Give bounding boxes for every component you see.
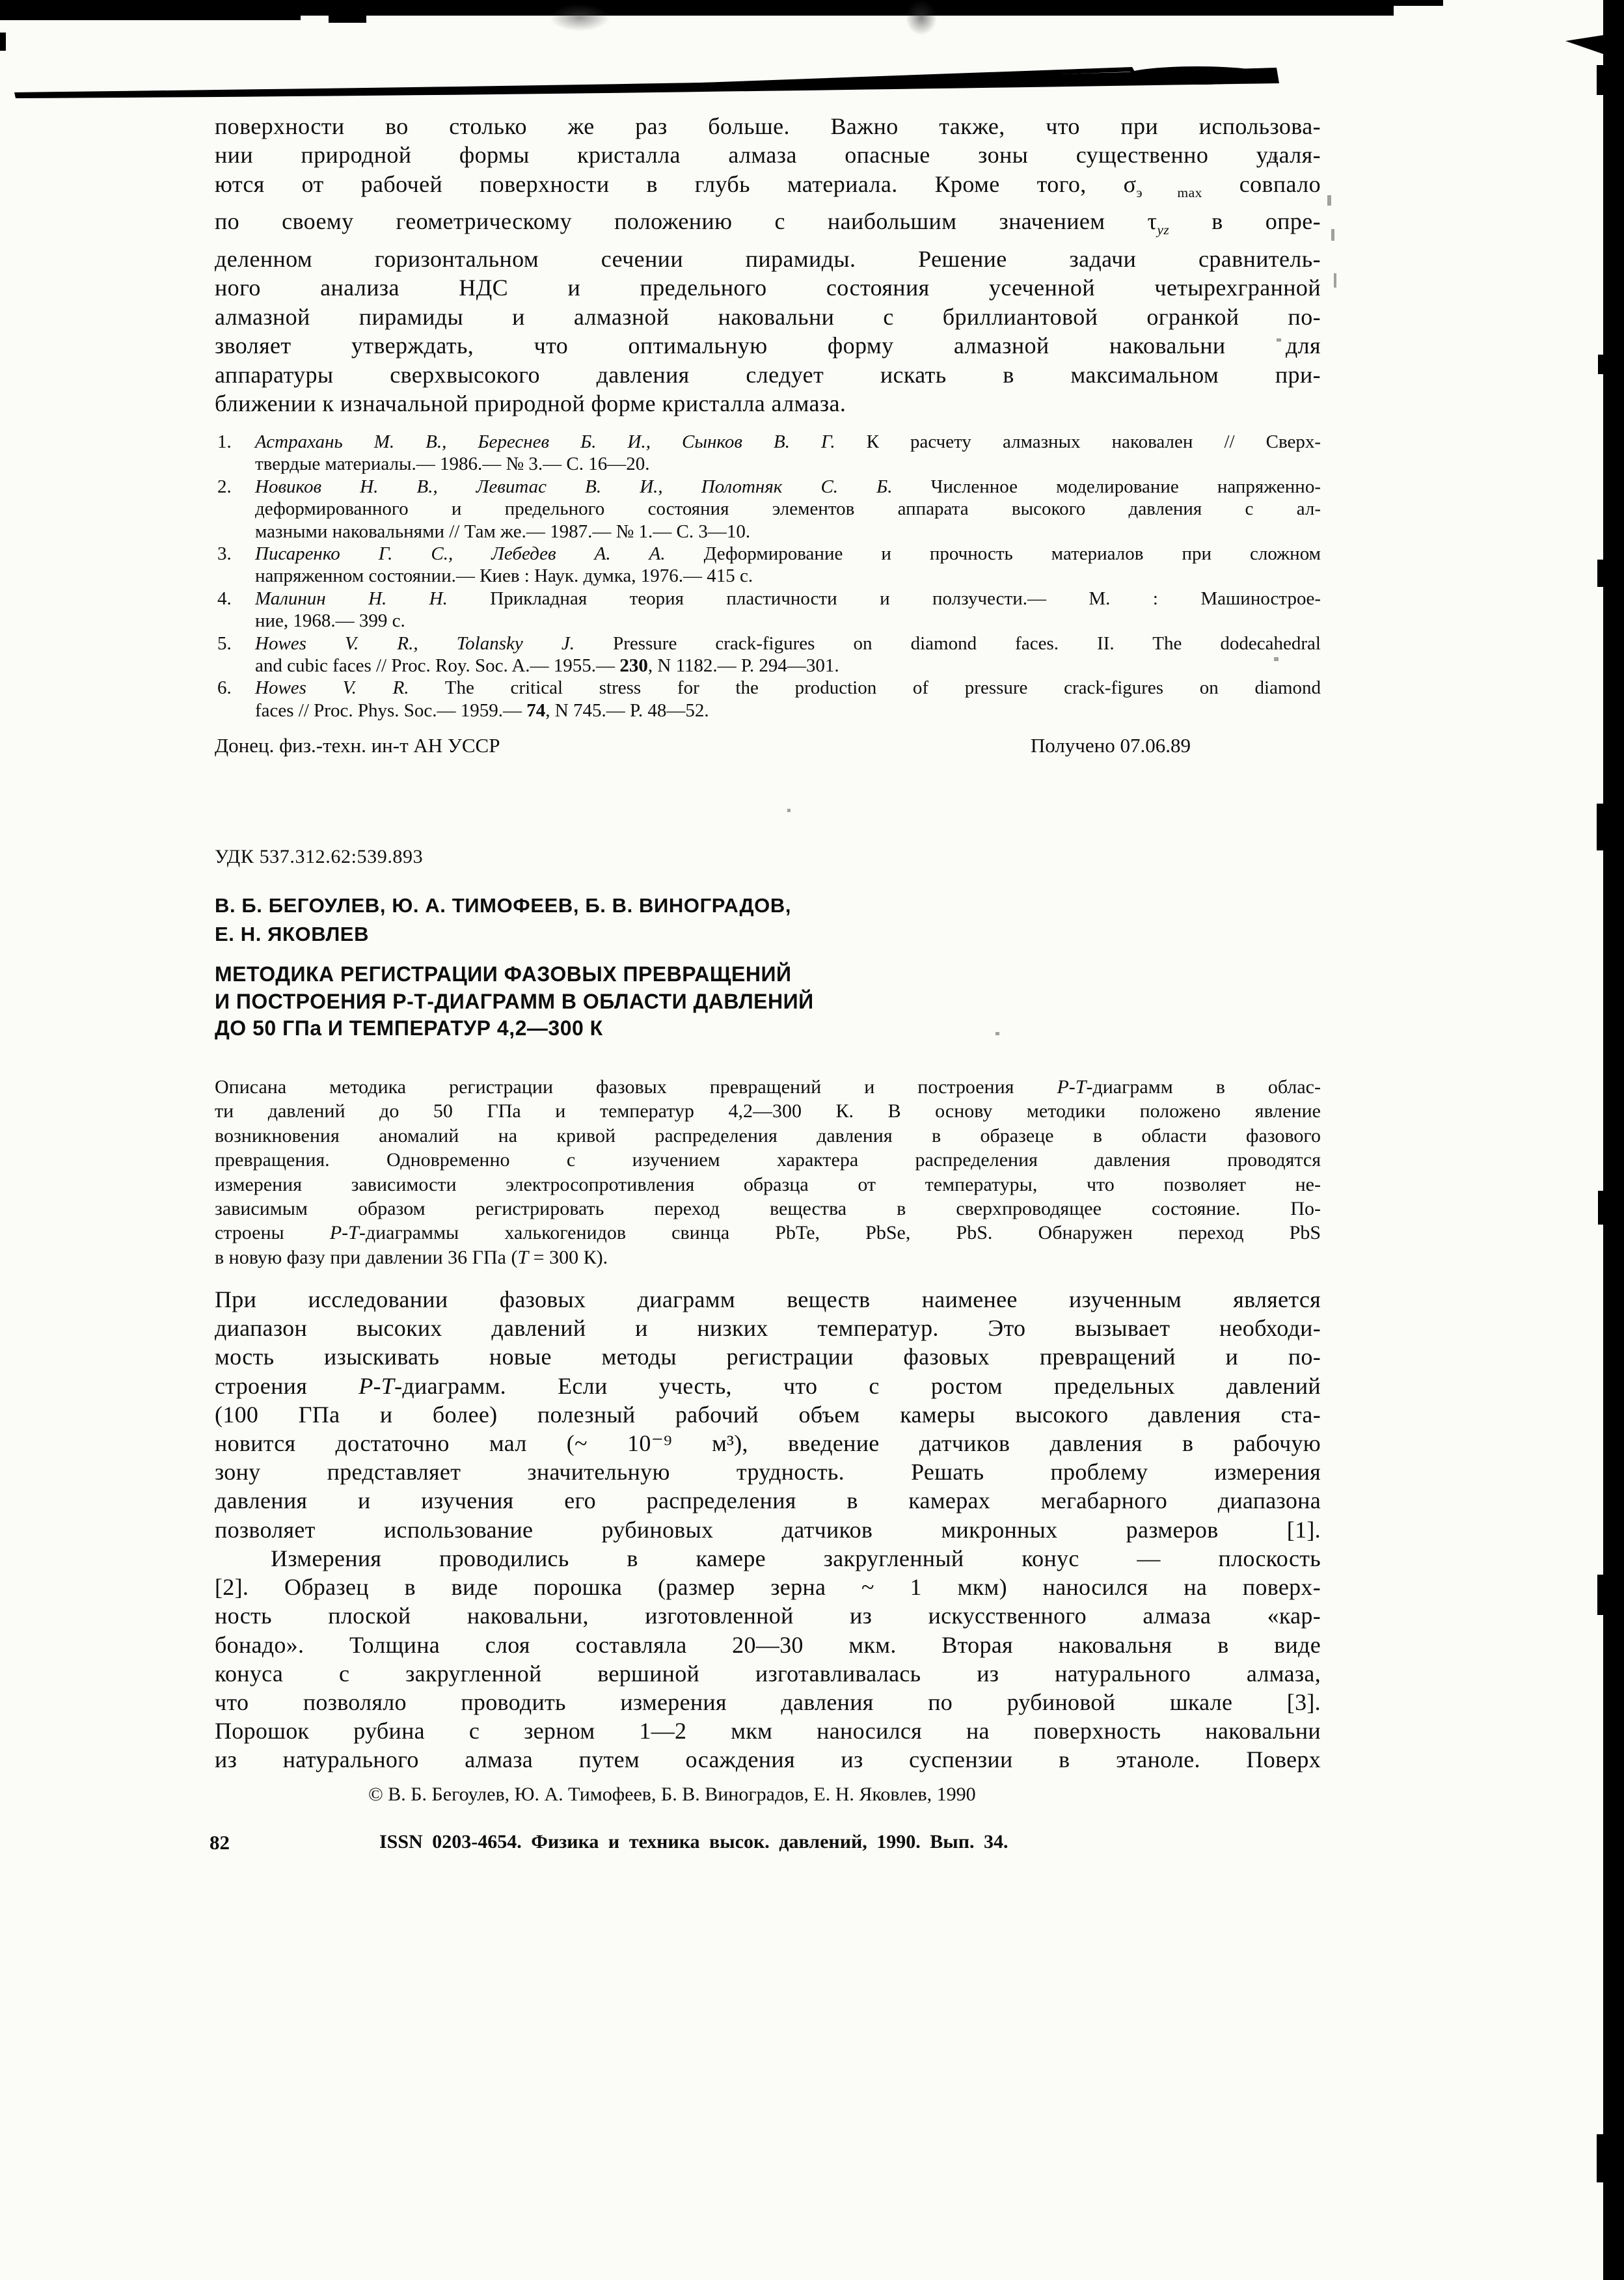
text-line: Малинин Н. Н. Прикладная теория пластичности и ползучести.— М. : Машиностроe- (255, 588, 1321, 609)
page-number: 82 (210, 1831, 230, 1854)
text-line: Писаренко Г. С., Лебедев А. А. Деформирование и прочность материалов при сложном (255, 543, 1321, 565)
text-line: мость изыскивать новые методы регистрации фазовых превращений и по- (215, 1344, 1321, 1370)
text-line: строены Р-Т-диаграммы халькогенидов свинца PbTe, PbSe, PbS. Обнаружен переход PbS (215, 1222, 1321, 1244)
text-line: Порошок рубина с зерном 1—2 мкм наносился на поверхность наковальни (215, 1718, 1321, 1744)
scan-artifact-band-jag (1392, 0, 1443, 6)
text-line: аппаратуры сверхвысокого давления следует искать в максимальном при- (215, 361, 1321, 388)
institute-row (215, 734, 1321, 757)
text-line: зволяет утверждать, что оптимальную форму алмазной наковальни для (215, 332, 1321, 359)
text-line: превращения. Одновременно с изучением характера распределения давления проводятся (215, 1149, 1321, 1171)
scan-artifact-top-band (0, 0, 1394, 16)
scan-artifact-nub (1597, 560, 1604, 587)
reference-item (215, 677, 1321, 722)
text-line: мазными наковальнями // Там же.— 1987.— № 1.— С. 3—10. (255, 521, 751, 542)
text-line: ность плоской наковальни, изготовленной из искусственного алмаза «кар- (215, 1603, 1321, 1629)
text-line: И ПОСТРОЕНИЯ Р-Т-ДИАГРАММ В ОБЛАСТИ ДАВЛЕНИЙ (215, 989, 814, 1013)
text-line: faces // Proc. Phys. Soc.— 1959.— 74, N 745.— P. 48—52. (255, 699, 709, 721)
reference-text (255, 476, 1321, 543)
text-line: ДО 50 ГПа И ТЕМПЕРАТУР 4,2—300 К (215, 1016, 603, 1040)
text-line: Измерения проводились в камере закругленный конус — плоскость (271, 1545, 1321, 1571)
issn-line: ISSN 0203-4654. Физика и техника высок. давлений, 1990. Вып. 34. (379, 1831, 1008, 1853)
scan-artifact-band-jag (329, 14, 366, 23)
body-paragraph-2 (215, 1544, 1321, 1774)
text-line: зависимым образом регистрировать переход вещества в сверхпроводящее состояние. По- (215, 1198, 1321, 1220)
reference-item (215, 431, 1321, 476)
text-line: строения Р-Т-диаграмм. Если учесть, что с ростом предельных давлений (215, 1372, 1321, 1399)
text-line: Е. Н. ЯКОВЛЕВ (215, 923, 370, 945)
reference-text (255, 431, 1321, 476)
reference-text (255, 632, 1321, 677)
scan-smudge (906, 0, 937, 35)
text-line: [2]. Образец в виде порошка (размер зерна ~ 1 мкм) наносился на поверх- (215, 1574, 1321, 1601)
reference-number: 6. (217, 677, 232, 699)
text-line: Описана методика регистрации фазовых превращений и построения Р-Т-диаграмм в облас- (215, 1076, 1321, 1098)
scan-artifact-nub (1597, 804, 1604, 850)
text-line: позволяет использование рубиновых датчиков микронных размеров [1]. (215, 1516, 1321, 1543)
scan-artifact-nub (1598, 355, 1605, 374)
text-line: При исследовании фазовых диаграмм веществ наименее изученным является (215, 1286, 1321, 1312)
text-line: диапазон высоких давлений и низких температур. Это вызывает необходи- (215, 1315, 1321, 1342)
abstract-paragraph (215, 1075, 1321, 1269)
text-line: из натурального алмаза путем осаждения из суспензии в этаноле. Поверх (215, 1746, 1321, 1773)
text-line: зону представляет значительную трудность. Решать проблему измерения (215, 1459, 1321, 1486)
reference-item (215, 588, 1321, 632)
body-paragraph-1 (215, 1285, 1321, 1544)
text-line: МЕТОДИКА РЕГИСТРАЦИИ ФАЗОВЫХ ПРЕВРАЩЕНИЙ (215, 962, 792, 986)
reference-text (255, 588, 1321, 632)
text-line: алмазной пирамиды и алмазной наковальни с бриллиантовой огранкой по- (215, 303, 1321, 330)
reference-item (215, 543, 1321, 588)
text-line: напряженном состоянии.— Киев : Наук. думка, 1976.— 415 с. (255, 565, 753, 587)
reference-number: 5. (217, 632, 232, 654)
scan-artifact-nub (1598, 1191, 1605, 1225)
text-line: что позволяло проводить измерения давления по рубиновой шкале [3]. (215, 1689, 1321, 1716)
text-line: измерения зависимости электросопротивления образца от температуры, что позволяет не- (215, 1173, 1321, 1195)
scan-speck (1334, 273, 1336, 288)
text-line: ние, 1968.— 399 с. (255, 610, 405, 632)
references-list (215, 431, 1321, 722)
reference-number: 3. (217, 543, 232, 565)
text-line: возникновения аномалий на кривой распределения давления в образеце в области фазового (215, 1124, 1321, 1147)
text-line: новится достаточно мал (~ 10⁻⁹ м³), введение датчиков давления в рабочую (215, 1430, 1321, 1457)
scan-artifact-band-jag (0, 14, 301, 20)
authors-block (215, 891, 1321, 949)
text-line: бонадо». Толщина слоя составляла 20—30 мкм. Вторая наковальня в виде (215, 1631, 1321, 1658)
text-line: конуса с закругленной вершиной изготавливалась из натурального алмаза, (215, 1660, 1321, 1687)
text-line: нии природной формы кристалла алмаза опасные зоны существенно удаля- (215, 142, 1321, 169)
institute-name: Донец. физ.-техн. ин-т АН УССР (215, 734, 500, 757)
text-line: Howes V. R. The critical stress for the production of pressure crack-figures on diamond (255, 677, 1321, 699)
text-line: Новиков Н. В., Левитас В. И., Полотняк С. Б. Численное моделирование напряженно- (255, 476, 1321, 497)
scan-artifact-wedge (1565, 35, 1603, 54)
reference-number: 4. (217, 588, 232, 609)
text-line: ти давлений до 50 ГПа и температур 4,2—300 К. В основу методики положено явление (215, 1100, 1321, 1122)
text-line: давления и изучения его распределения в камерах мегабарного диапазона (215, 1487, 1321, 1514)
reference-item (215, 632, 1321, 677)
text-line: твердые материалы.— 1986.— № 3.— С. 16—20. (255, 454, 650, 475)
text-line: поверхности во столько же раз больше. Важно также, что при использова- (215, 113, 1321, 139)
copyright-line: © В. Б. Бегоулев, Ю. А. Тимофеев, Б. В. Виноградов, Е. Н. Яковлев, 1990 (368, 1784, 976, 1805)
reference-item (215, 476, 1321, 543)
udk-code: УДК 537.312.62:539.893 (215, 846, 424, 867)
reference-text (255, 543, 1321, 588)
scan-speck (787, 809, 791, 812)
text-line: по своему геометрическому положению с наибольшим значением $\tau_{yz}$ в опре- (215, 208, 1321, 238)
scan-smudge (550, 4, 610, 31)
reference-number: 1. (217, 431, 232, 452)
text-line: ближении к изначальной природной форме кристалла алмаза. (215, 390, 846, 417)
text-line: Астрахань М. В., Береснев Б. И., Сынков В. Г. К расчету алмазных наковален // Сверх- (255, 431, 1321, 452)
scan-speck (1331, 229, 1334, 241)
text-line: Howes V. R., Tolansky J. Pressure crack-figures on diamond faces. II. The dodecahedral (255, 632, 1321, 654)
horizontal-rule (0, 59, 1314, 107)
text-line: ются от рабочей поверхности в глубь материала. Кроме того, $\sigma_{э max}$ совпало (215, 170, 1321, 200)
text-line: деленном горизонтальном сечении пирамиды. Решение задачи сравнитель- (215, 246, 1321, 272)
intro-paragraph (215, 112, 1321, 418)
scan-artifact-left-edge (0, 33, 6, 51)
scan-speck (1327, 195, 1331, 206)
text-line: В. Б. БЕГОУЛЕВ, Ю. А. ТИМОФЕЕВ, Б. В. ВИНОГРАДОВ, (215, 894, 792, 917)
text-line: (100 ГПа и более) полезный рабочий объем камеры высокого давления ста- (215, 1401, 1321, 1428)
reference-number: 2. (217, 476, 232, 497)
text-line: деформированного и предельного состояния элементов аппарата высокого давления с ал- (255, 498, 1321, 520)
text-line: ного анализа НДС и предельного состояния усеченной четырехгранной (215, 275, 1321, 301)
text-line: and cubic faces // Proc. Roy. Soc. A.— 1955.— 230, N 1182.— P. 294—301. (255, 655, 839, 677)
text-line: в новую фазу при давлении 36 ГПа (Т = 300 К). (215, 1246, 608, 1268)
scan-artifact-right-strip (1603, 0, 1624, 2280)
scan-artifact-nub (1597, 1575, 1604, 1615)
reference-text (255, 677, 1321, 722)
scan-artifact-nub (1597, 65, 1604, 95)
article-title (215, 961, 1321, 1042)
received-date: Получено 07.06.89 (1030, 734, 1191, 757)
scan-artifact-nub (1597, 2134, 1604, 2182)
